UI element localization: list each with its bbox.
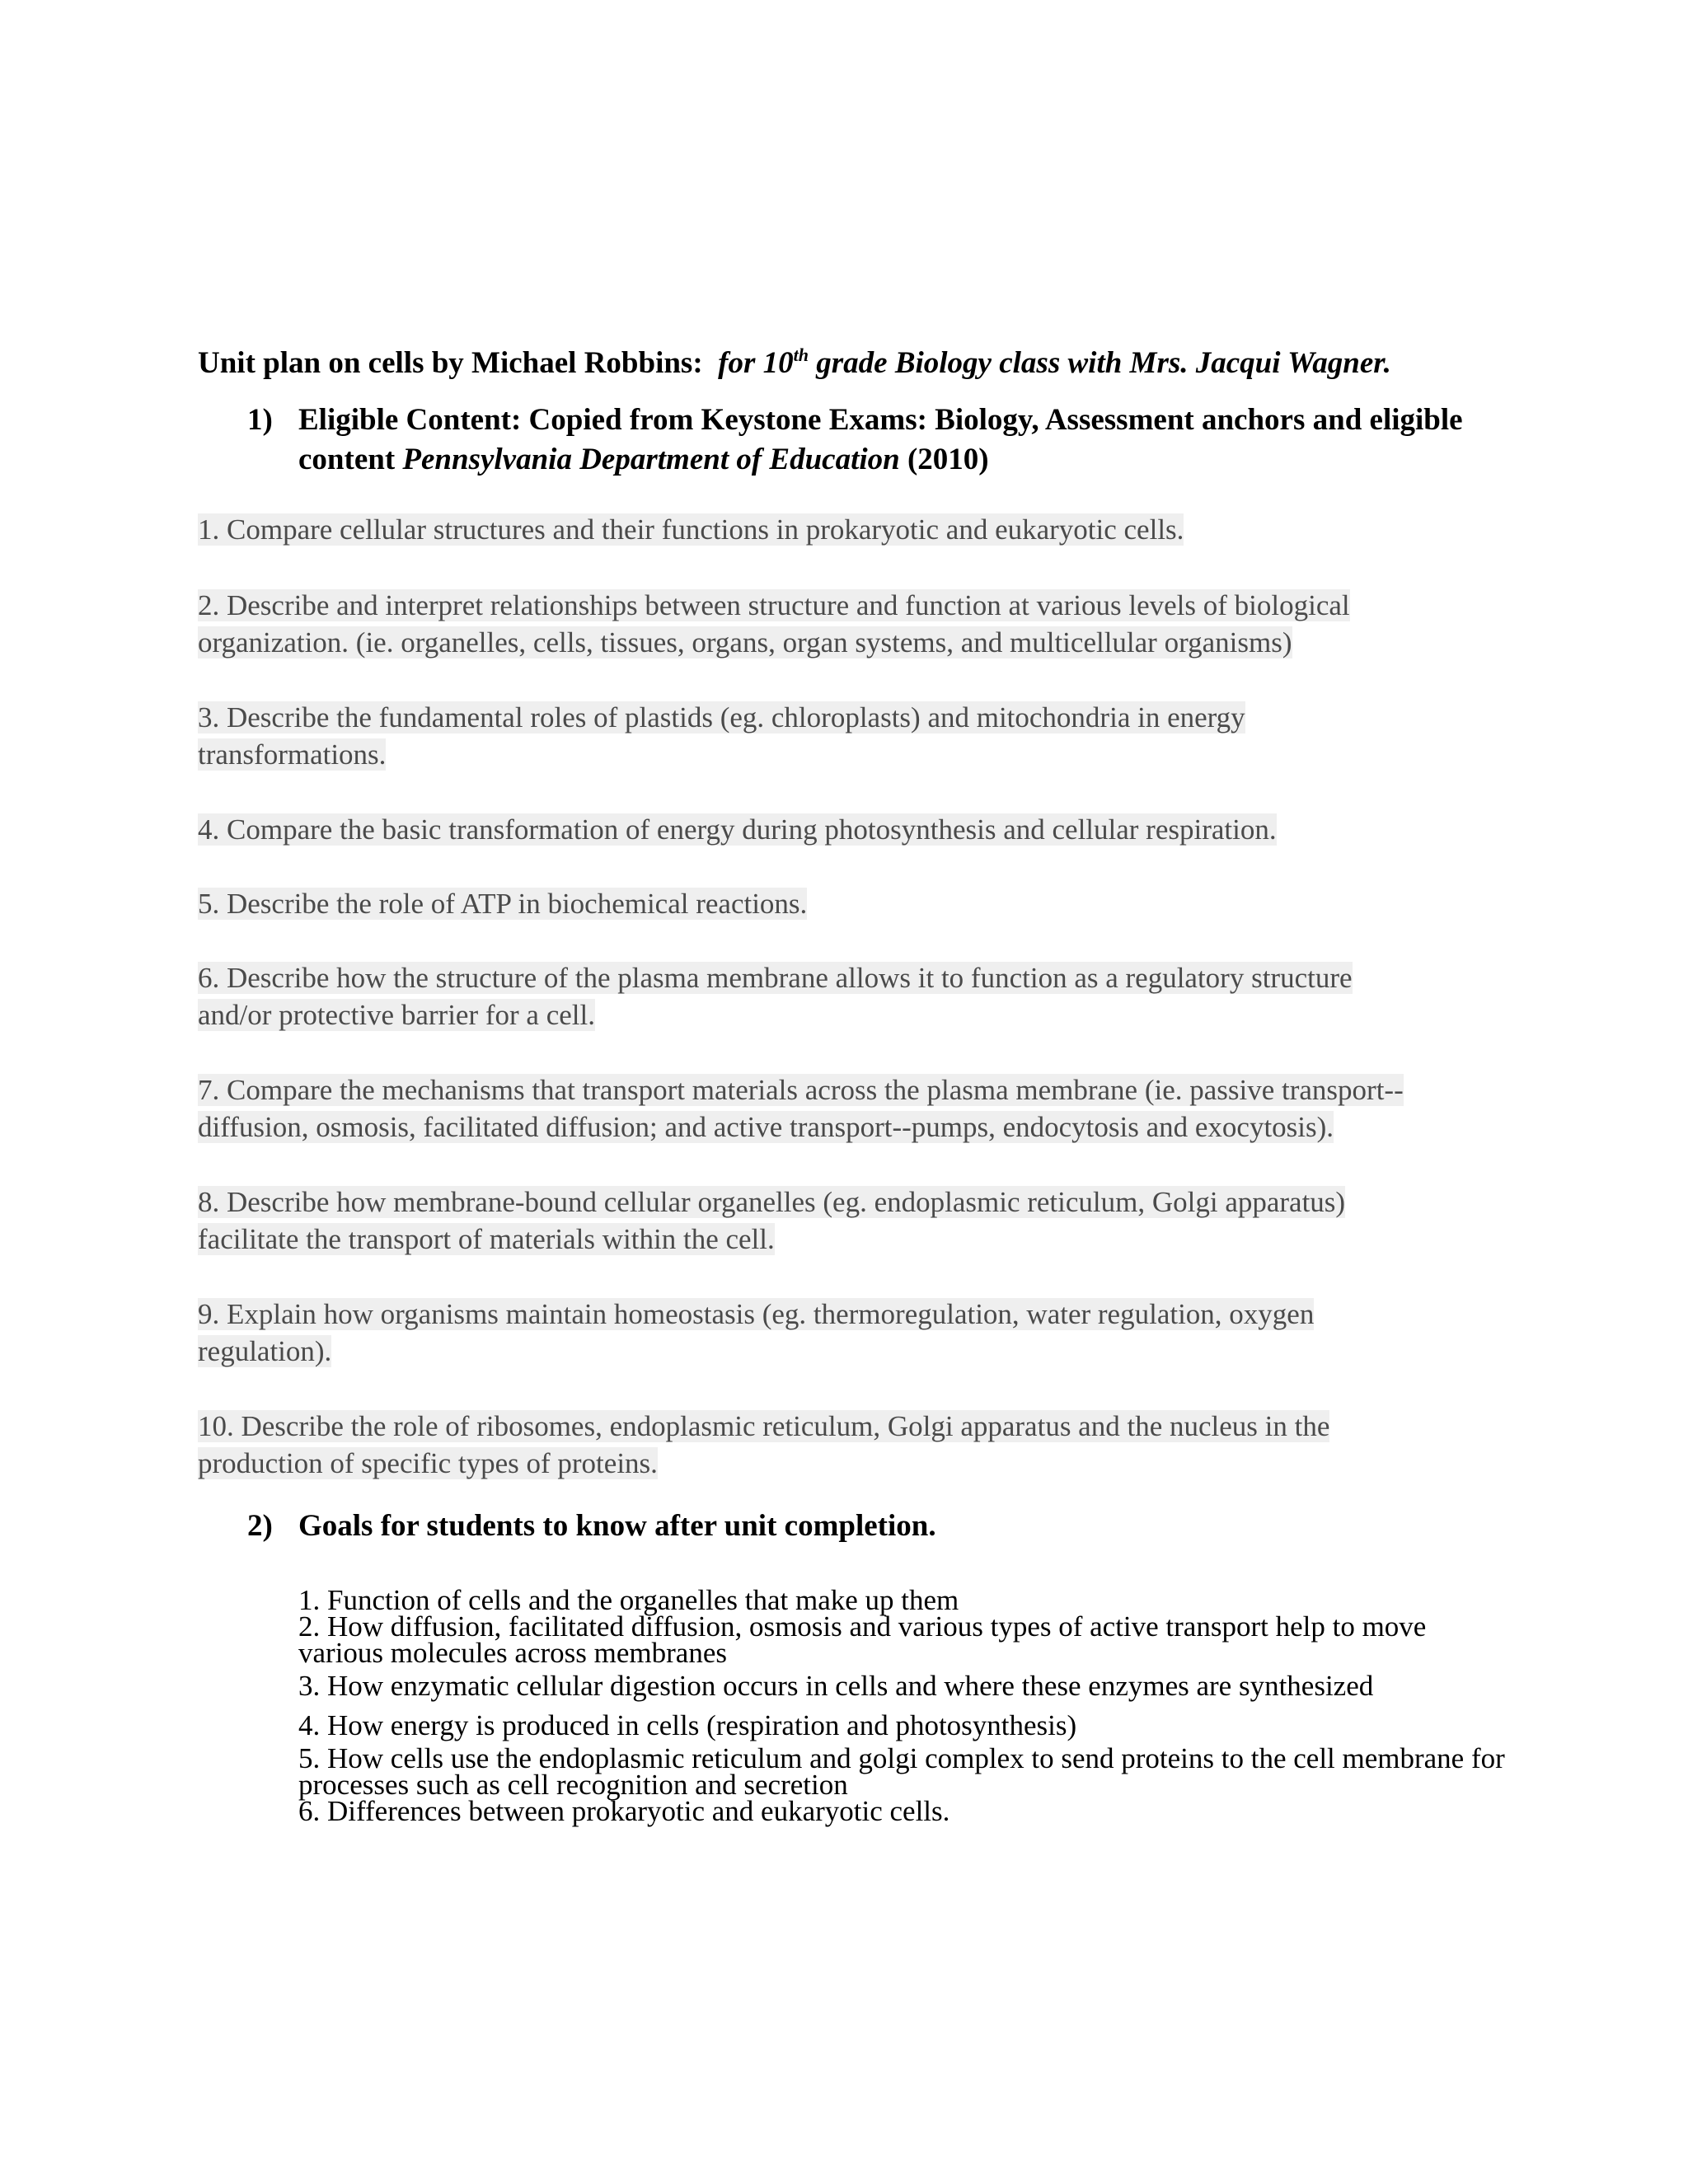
eligible-item-9 <box>198 1296 1484 1370</box>
eligible-item-8-line-2: facilitate the transport of materials within the cell. <box>198 1223 775 1255</box>
section-2-number: 2) <box>247 1509 273 1543</box>
title-superscript: th <box>793 344 809 365</box>
eligible-item-1 <box>198 511 1484 548</box>
eligible-item-7-line-1: 7. Compare the mechanisms that transport materials across the plasma membrane (ie. passive transport-- <box>198 1074 1404 1106</box>
goal-item-6: 6. Differences between prokaryotic and eukaryotic cells. <box>298 1795 950 1827</box>
goal-item-3: 3. How enzymatic cellular digestion occurs in cells and where these enzymes are synthesized <box>298 1670 1374 1702</box>
eligible-item-8 <box>198 1183 1484 1258</box>
eligible-item-3 <box>198 699 1484 773</box>
eligible-item-4 <box>198 811 1484 848</box>
eligible-item-1-line-1: 1. Compare cellular structures and their functions in prokaryotic and eukaryotic cells. <box>198 513 1184 546</box>
eligible-item-6-line-2: and/or protective barrier for a cell. <box>198 999 595 1031</box>
goal-item-1: 1. Function of cells and the organelles that make up them <box>298 1584 959 1616</box>
eligible-item-7-line-2: diffusion, osmosis, facilitated diffusion; and active transport--pumps, endocytosis and exocytosis). <box>198 1111 1334 1143</box>
section-1-text <box>298 401 1484 480</box>
eligible-item-5-line-1: 5. Describe the role of ATP in biochemical reactions. <box>198 888 808 920</box>
document-title <box>198 344 1391 381</box>
goals-list <box>298 1584 1518 1827</box>
eligible-item-8-line-1: 8. Describe how membrane-bound cellular organelles (eg. endoplasmic reticulum, Golgi apparatus) <box>198 1186 1346 1218</box>
eligible-item-10-line-1: 10. Describe the role of ribosomes, endoplasmic reticulum, Golgi apparatus and the nucleus in the <box>198 1410 1330 1442</box>
eligible-item-5 <box>198 885 1484 922</box>
eligible-item-9-line-1: 9. Explain how organisms maintain homeostasis (eg. thermoregulation, water regulation, oxygen <box>198 1298 1315 1330</box>
eligible-item-4-line-1: 4. Compare the basic transformation of energy during photosynthesis and cellular respiration. <box>198 813 1277 846</box>
goal-item-2: 2. How diffusion, facilitated diffusion, osmosis and various types of active transport help to move various molecules across membranes <box>298 1610 1427 1669</box>
eligible-item-6-line-1: 6. Describe how the structure of the plasma membrane allows it to function as a regulatory structure <box>198 962 1353 994</box>
eligible-item-9-line-2: regulation). <box>198 1335 332 1367</box>
section-1-text-italic: Pennsylvania Department of Education <box>402 443 900 476</box>
eligible-item-2-line-1: 2. Describe and interpret relationships between structure and function at various levels of biological <box>198 589 1350 621</box>
section-1-text-a: Eligible Content: Copied from Keystone Exams: Biology, Assessment anchors and eligible content <box>298 403 1463 476</box>
title-italic-pre: for 10 <box>718 346 794 380</box>
eligible-item-10 <box>198 1408 1484 1482</box>
eligible-item-3-line-2: transformations. <box>198 738 387 771</box>
section-1-heading <box>247 401 1484 480</box>
goal-item-5: 5. How cells use the endoplasmic reticulum and golgi complex to send proteins to the cell membrane for processes such as cell recognition and secretion <box>298 1742 1505 1801</box>
title-bold: Unit plan on cells by Michael Robbins: <box>198 346 703 380</box>
eligible-item-7 <box>198 1071 1484 1146</box>
eligible-item-6 <box>198 959 1484 1033</box>
title-italic <box>718 346 1391 380</box>
section-2-heading <box>247 1507 1484 1546</box>
section-1-text-b: (2010) <box>899 443 989 476</box>
section-2-text: Goals for students to know after unit completion. <box>298 1509 936 1543</box>
eligible-item-10-line-2: production of specific types of proteins. <box>198 1447 658 1479</box>
title-italic-post: grade Biology class with Mrs. Jacqui Wagner. <box>809 346 1391 380</box>
section-1-number: 1) <box>247 403 273 437</box>
eligible-item-2 <box>198 587 1484 661</box>
eligible-item-3-line-1: 3. Describe the fundamental roles of plastids (eg. chloroplasts) and mitochondria in energy <box>198 701 1245 733</box>
goal-item-4: 4. How energy is produced in cells (respiration and photosynthesis) <box>298 1709 1077 1741</box>
eligible-item-2-line-2: organization. (ie. organelles, cells, tissues, organs, organ systems, and multicellular organisms) <box>198 626 1292 658</box>
